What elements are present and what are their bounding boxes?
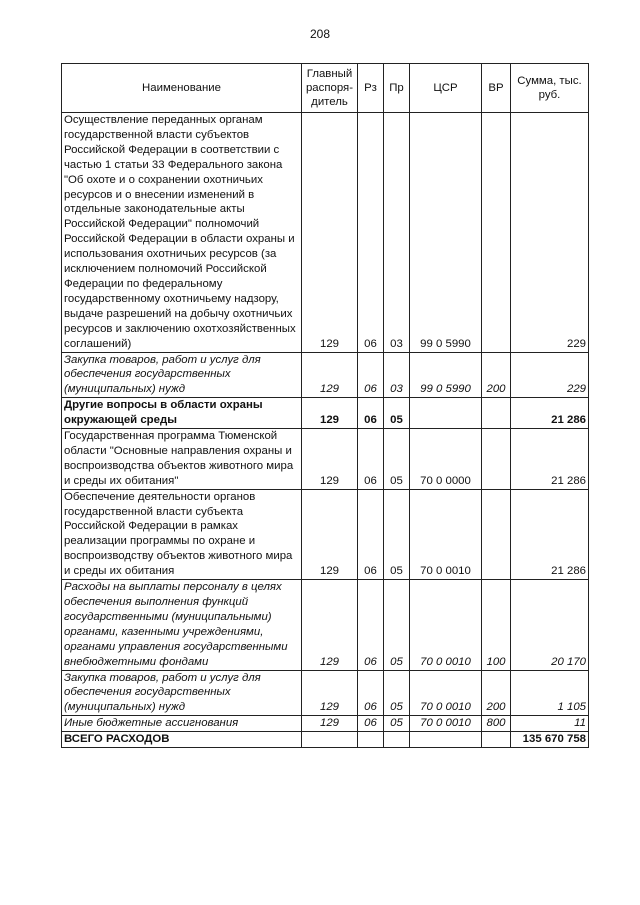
row-vr [482, 429, 511, 490]
row-vr: 800 [482, 716, 511, 732]
row-manager: 129 [302, 429, 358, 490]
header-pr: Пр [384, 64, 410, 113]
row-vr [482, 113, 511, 353]
row-sum: 21 286 [511, 429, 589, 490]
total-label: ВСЕГО РАСХОДОВ [62, 732, 302, 748]
row-vr: 100 [482, 580, 511, 670]
row-manager: 129 [302, 398, 358, 429]
row-manager: 129 [302, 489, 358, 579]
row-sum: 21 286 [511, 398, 589, 429]
row-vr: 200 [482, 670, 511, 716]
row-pr: 03 [384, 352, 410, 398]
header-manager: Главный распоря- дитель [302, 64, 358, 113]
row-sum: 11 [511, 716, 589, 732]
total-row [62, 732, 589, 748]
row-sum: 21 286 [511, 489, 589, 579]
row-rz: 06 [358, 113, 384, 353]
table-row [62, 352, 589, 398]
row-name: Расходы на выплаты персоналу в целях обеспечения выполнения функций государственными (муниципальными) органами, казенными учреждениями, органами управления государственными внебюджетными фондами [62, 580, 302, 670]
header-rz: Рз [358, 64, 384, 113]
row-csr: 70 0 0010 [410, 580, 482, 670]
row-csr [410, 398, 482, 429]
table-row [62, 113, 589, 353]
header-row [62, 64, 589, 113]
row-name: Обеспечение деятельности органов государственной власти субъекта Российской Федерации в рамках реализации программы по охране и воспроизводству объектов животного мира и среды их обитания [62, 489, 302, 579]
row-name: Закупка товаров, работ и услуг для обеспечения государственных (муниципальных) нужд [62, 352, 302, 398]
row-manager: 129 [302, 113, 358, 353]
row-csr: 99 0 5990 [410, 352, 482, 398]
row-pr: 05 [384, 580, 410, 670]
table-row [62, 580, 589, 670]
header-name: Наименование [62, 64, 302, 113]
row-name: Осуществление переданных органам государственной власти субъектов Российской Федерации в соответствии с частью 1 статьи 33 Федерального закона "Об охоте и о сохранении охотничьих ресурсов и о внесении изменений в отдельные законодательные акты Российской Федерации" полномочий Российской Федерации в области охраны и использования охотничьих ресурсов (за исключением полномочий Российской Федерации по федеральному государственному охотничьему надзору, выдаче разрешений на добычу охотничьих ресурсов и заключению охотхозяйственных соглашений) [62, 113, 302, 353]
budget-table [61, 63, 589, 748]
row-rz: 06 [358, 580, 384, 670]
row-sum: 229 [511, 113, 589, 353]
row-csr: 70 0 0010 [410, 670, 482, 716]
row-manager: 129 [302, 716, 358, 732]
row-pr: 05 [384, 716, 410, 732]
row-pr: 05 [384, 670, 410, 716]
total-sum: 135 670 758 [511, 732, 589, 748]
table-row [62, 716, 589, 732]
row-manager: 129 [302, 670, 358, 716]
table-row [62, 398, 589, 429]
row-name: Иные бюджетные ассигнования [62, 716, 302, 732]
row-name: Государственная программа Тюменской области "Основные направления охраны и воспроизводства объектов животного мира и среды их обитания" [62, 429, 302, 490]
row-csr: 99 0 5990 [410, 113, 482, 353]
row-csr: 70 0 0010 [410, 489, 482, 579]
page-number: 208 [309, 27, 331, 41]
table-row [62, 489, 589, 579]
row-rz: 06 [358, 398, 384, 429]
row-rz: 06 [358, 352, 384, 398]
header-csr: ЦСР [410, 64, 482, 113]
row-name: Другие вопросы в области охраны окружающей среды [62, 398, 302, 429]
row-manager: 129 [302, 580, 358, 670]
header-sum: Сумма, тыс. руб. [511, 64, 589, 113]
row-vr [482, 489, 511, 579]
row-pr: 05 [384, 398, 410, 429]
header-vr: ВР [482, 64, 511, 113]
row-name: Закупка товаров, работ и услуг для обеспечения государственных (муниципальных) нужд [62, 670, 302, 716]
table-row [62, 670, 589, 716]
row-sum: 1 105 [511, 670, 589, 716]
row-manager: 129 [302, 352, 358, 398]
row-rz: 06 [358, 670, 384, 716]
row-vr [482, 398, 511, 429]
table-row [62, 429, 589, 490]
row-rz: 06 [358, 716, 384, 732]
row-sum: 229 [511, 352, 589, 398]
row-pr: 03 [384, 113, 410, 353]
row-rz: 06 [358, 429, 384, 490]
row-pr: 05 [384, 489, 410, 579]
row-sum: 20 170 [511, 580, 589, 670]
row-csr: 70 0 0000 [410, 429, 482, 490]
row-rz: 06 [358, 489, 384, 579]
row-vr: 200 [482, 352, 511, 398]
row-pr: 05 [384, 429, 410, 490]
row-csr: 70 0 0010 [410, 716, 482, 732]
